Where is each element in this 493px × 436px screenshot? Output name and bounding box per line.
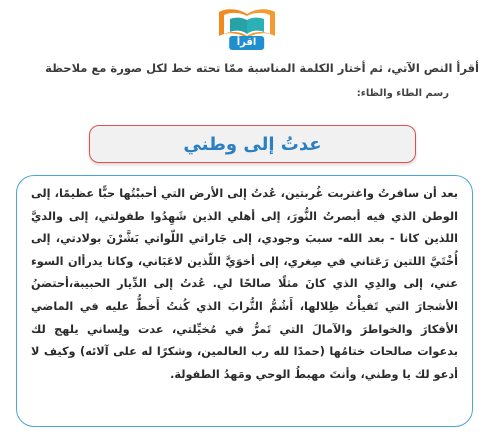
subtitle-text: رسم الطاء والظاء: bbox=[356, 88, 449, 99]
instruction-text: أقرأ النص الآتي، ثم أختار الكلمة المناسبة ممّا تحته خط لكل صورة مع ملاحظة bbox=[45, 61, 479, 75]
read-logo bbox=[216, 6, 278, 50]
passage-title: عدتُ إلى وطني bbox=[183, 133, 322, 155]
passage-title-box bbox=[89, 125, 416, 163]
passage-text: بعد أن سافرتُ واغتربت غُربتين، عُدتُ إلى الأرض التي أحببْتُها حبًّا عظيمًا، إلى الوطن الذي فيه أبصرتُ النُّورَ، إلى أهلي الذين شَهِدُوا طفولتي، إلى والديَّ اللذين كانا - بعد الله- سببَ وجودي، إلى جَاراتي اللّواتي بَشَّرْنَ بولادتي، إلى أُخْتَيَّ اللتين رَعَتاني في صِغري، إلى أخوَيَّ اللّذين لاعَبَاني، وكانا يدرأان السوء عني، إلى والدِي الذي كانَ مثلًا صالحًا لي. عُدتُ إلى الدِّيار الحبيبة،أحتضنُ الأشجارَ التي تَفيأْتُ ظِلالها، أَشُمُّ التُّرابَ الذي كُنتُ أَخطُّ عليه في الماضي الأفكارَ والخواطرَ والآمالَ التي تَمرُّ في مُخيِّلتي، عدت ولِساني يلهج لك بدعوات صالحات ختامُها (حمدًا لله رب العالمين، وشكرًا له على آلائه) وكيف لا أدعو لك يا وطني، وأنتَ مهبطُ الوحي ومَهدُ الطفولة. bbox=[31, 187, 458, 381]
logo-label: اقرأ bbox=[229, 36, 265, 50]
passage-box bbox=[16, 175, 473, 427]
